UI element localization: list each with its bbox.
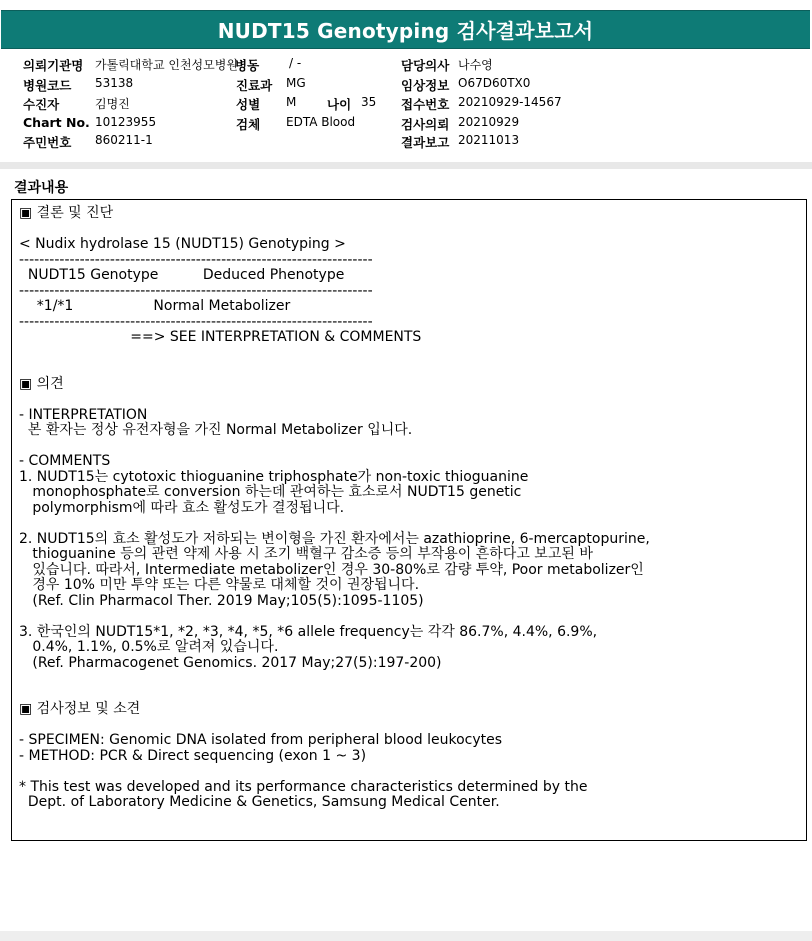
request-date-value: 20210929 <box>458 115 520 129</box>
specimen-label: 검체 <box>236 117 261 132</box>
result-line: ==> SEE INTERPRETATION & COMMENTS <box>19 329 422 345</box>
chart-no-value: 10123955 <box>95 115 157 129</box>
result-line: ---------------------------------------------------------------------- <box>19 251 373 268</box>
rrn-value: 860211-1 <box>95 133 153 147</box>
doctor-value: 나수영 <box>458 58 493 72</box>
result-line: 1. NUDT15는 cytotoxic thioguanine triphosphate가 non-toxic thioguanine <box>19 468 529 485</box>
ward-label: 병동 <box>235 58 260 73</box>
result-line: - METHOD: PCR & Direct sequencing (exon 1 ~ 3) <box>19 747 367 764</box>
receipt-no-label: 접수번호 <box>401 97 450 112</box>
result-line: monophosphate로 conversion 하는데 관여하는 효소로서 NUDT15 genetic <box>19 484 522 500</box>
hospital-code-value: 53138 <box>95 76 134 90</box>
top-margin <box>0 0 812 10</box>
result-line: - INTERPRETATION <box>19 406 148 423</box>
sex-label: 성별 <box>236 97 261 112</box>
ward-value: / - <box>289 56 302 70</box>
result-line: (Ref. Pharmacogenet Genomics. 2017 May;27(5):197-200) <box>19 654 442 671</box>
age-label: 나이 <box>327 97 352 112</box>
result-line: 3. 한국인의 NUDT15*1, *2, *3, *4, *5, *6 allele frequency는 각각 86.7%, 4.4%, 6.9%, <box>19 623 598 640</box>
result-line: 경우 10% 미만 투약 또는 다른 약물로 대체할 것이 권장됩니다. <box>19 577 420 593</box>
result-line: ---------------------------------------------------------------------- <box>19 313 373 330</box>
result-line: NUDT15 Genotype Deduced Phenotype <box>19 267 345 283</box>
patient-name-label: 수진자 <box>23 97 60 112</box>
sex-value: M <box>286 95 297 109</box>
result-line: ▣ 검사정보 및 소견 <box>19 701 141 717</box>
result-line: - COMMENTS <box>19 453 111 469</box>
result-line: ▣ 의견 <box>19 375 64 392</box>
patient-name-value: 김명진 <box>95 97 130 111</box>
receipt-no-value: 20210929-14567 <box>458 95 562 109</box>
report-title-bar <box>1 10 810 49</box>
age-value: 35 <box>361 95 377 109</box>
doctor-label: 담당의사 <box>401 58 450 73</box>
result-line: 2. NUDT15의 효소 활성도가 저하되는 변이형을 가진 환자에서는 azathioprine, 6-mercaptopurine, <box>19 530 650 547</box>
result-line: 있습니다. 따라서, Intermediate metabolizer인 경우 30-80%로 감량 투약, Poor metabolizer인 <box>19 561 644 578</box>
result-line: * This test was developed and its performance characteristics determined by the <box>19 778 588 795</box>
result-line: - SPECIMEN: Genomic DNA isolated from peripheral blood leukocytes <box>19 732 503 748</box>
result-line: 본 환자는 정상 유전자형을 가진 Normal Metabolizer 입니다. <box>19 422 413 438</box>
clinical-info-value: O67D60TX0 <box>458 76 531 90</box>
result-line: ---------------------------------------------------------------------- <box>19 282 373 299</box>
report-title: NUDT15 Genotyping 검사결과보고서 <box>217 19 594 43</box>
section-divider <box>0 162 812 169</box>
result-line: (Ref. Clin Pharmacol Ther. 2019 May;105(5):1095-1105) <box>19 592 424 609</box>
result-line: thioguanine 등의 관련 약제 사용 시 조기 백혈구 감소증 등의 부작용이 흔하다고 보고된 바 <box>19 546 593 562</box>
result-line: < Nudix hydrolase 15 (NUDT15) Genotyping > <box>19 236 346 252</box>
results-box <box>11 199 807 841</box>
patient-info-panel <box>0 48 812 160</box>
request-date-label: 검사의뢰 <box>401 117 450 132</box>
chart-no-label: Chart No. <box>23 115 90 130</box>
result-line: polymorphism에 따라 효소 활성도가 결정됩니다. <box>19 499 345 516</box>
report-date-value: 20211013 <box>458 133 520 147</box>
department-value: MG <box>286 76 306 90</box>
bottom-strip <box>0 931 812 941</box>
result-line: 0.4%, 1.1%, 0.5%로 알려져 있습니다. <box>19 639 279 655</box>
result-line: *1/*1 Normal Metabolizer <box>19 298 291 314</box>
institution-value: 가톨릭대학교 인천성모병원 <box>95 58 238 72</box>
institution-label: 의뢰기관명 <box>23 58 84 73</box>
result-line: Dept. of Laboratory Medicine & Genetics, Samsung Medical Center. <box>19 794 500 810</box>
rrn-label: 주민번호 <box>23 135 72 150</box>
department-label: 진료과 <box>236 78 273 93</box>
hospital-code-label: 병원코드 <box>23 78 72 93</box>
results-section-title: 결과내용 <box>14 180 69 196</box>
specimen-value: EDTA Blood <box>286 115 356 129</box>
clinical-info-label: 임상정보 <box>401 78 450 93</box>
result-line: ▣ 결론 및 진단 <box>19 205 114 221</box>
report-date-label: 결과보고 <box>401 135 450 150</box>
